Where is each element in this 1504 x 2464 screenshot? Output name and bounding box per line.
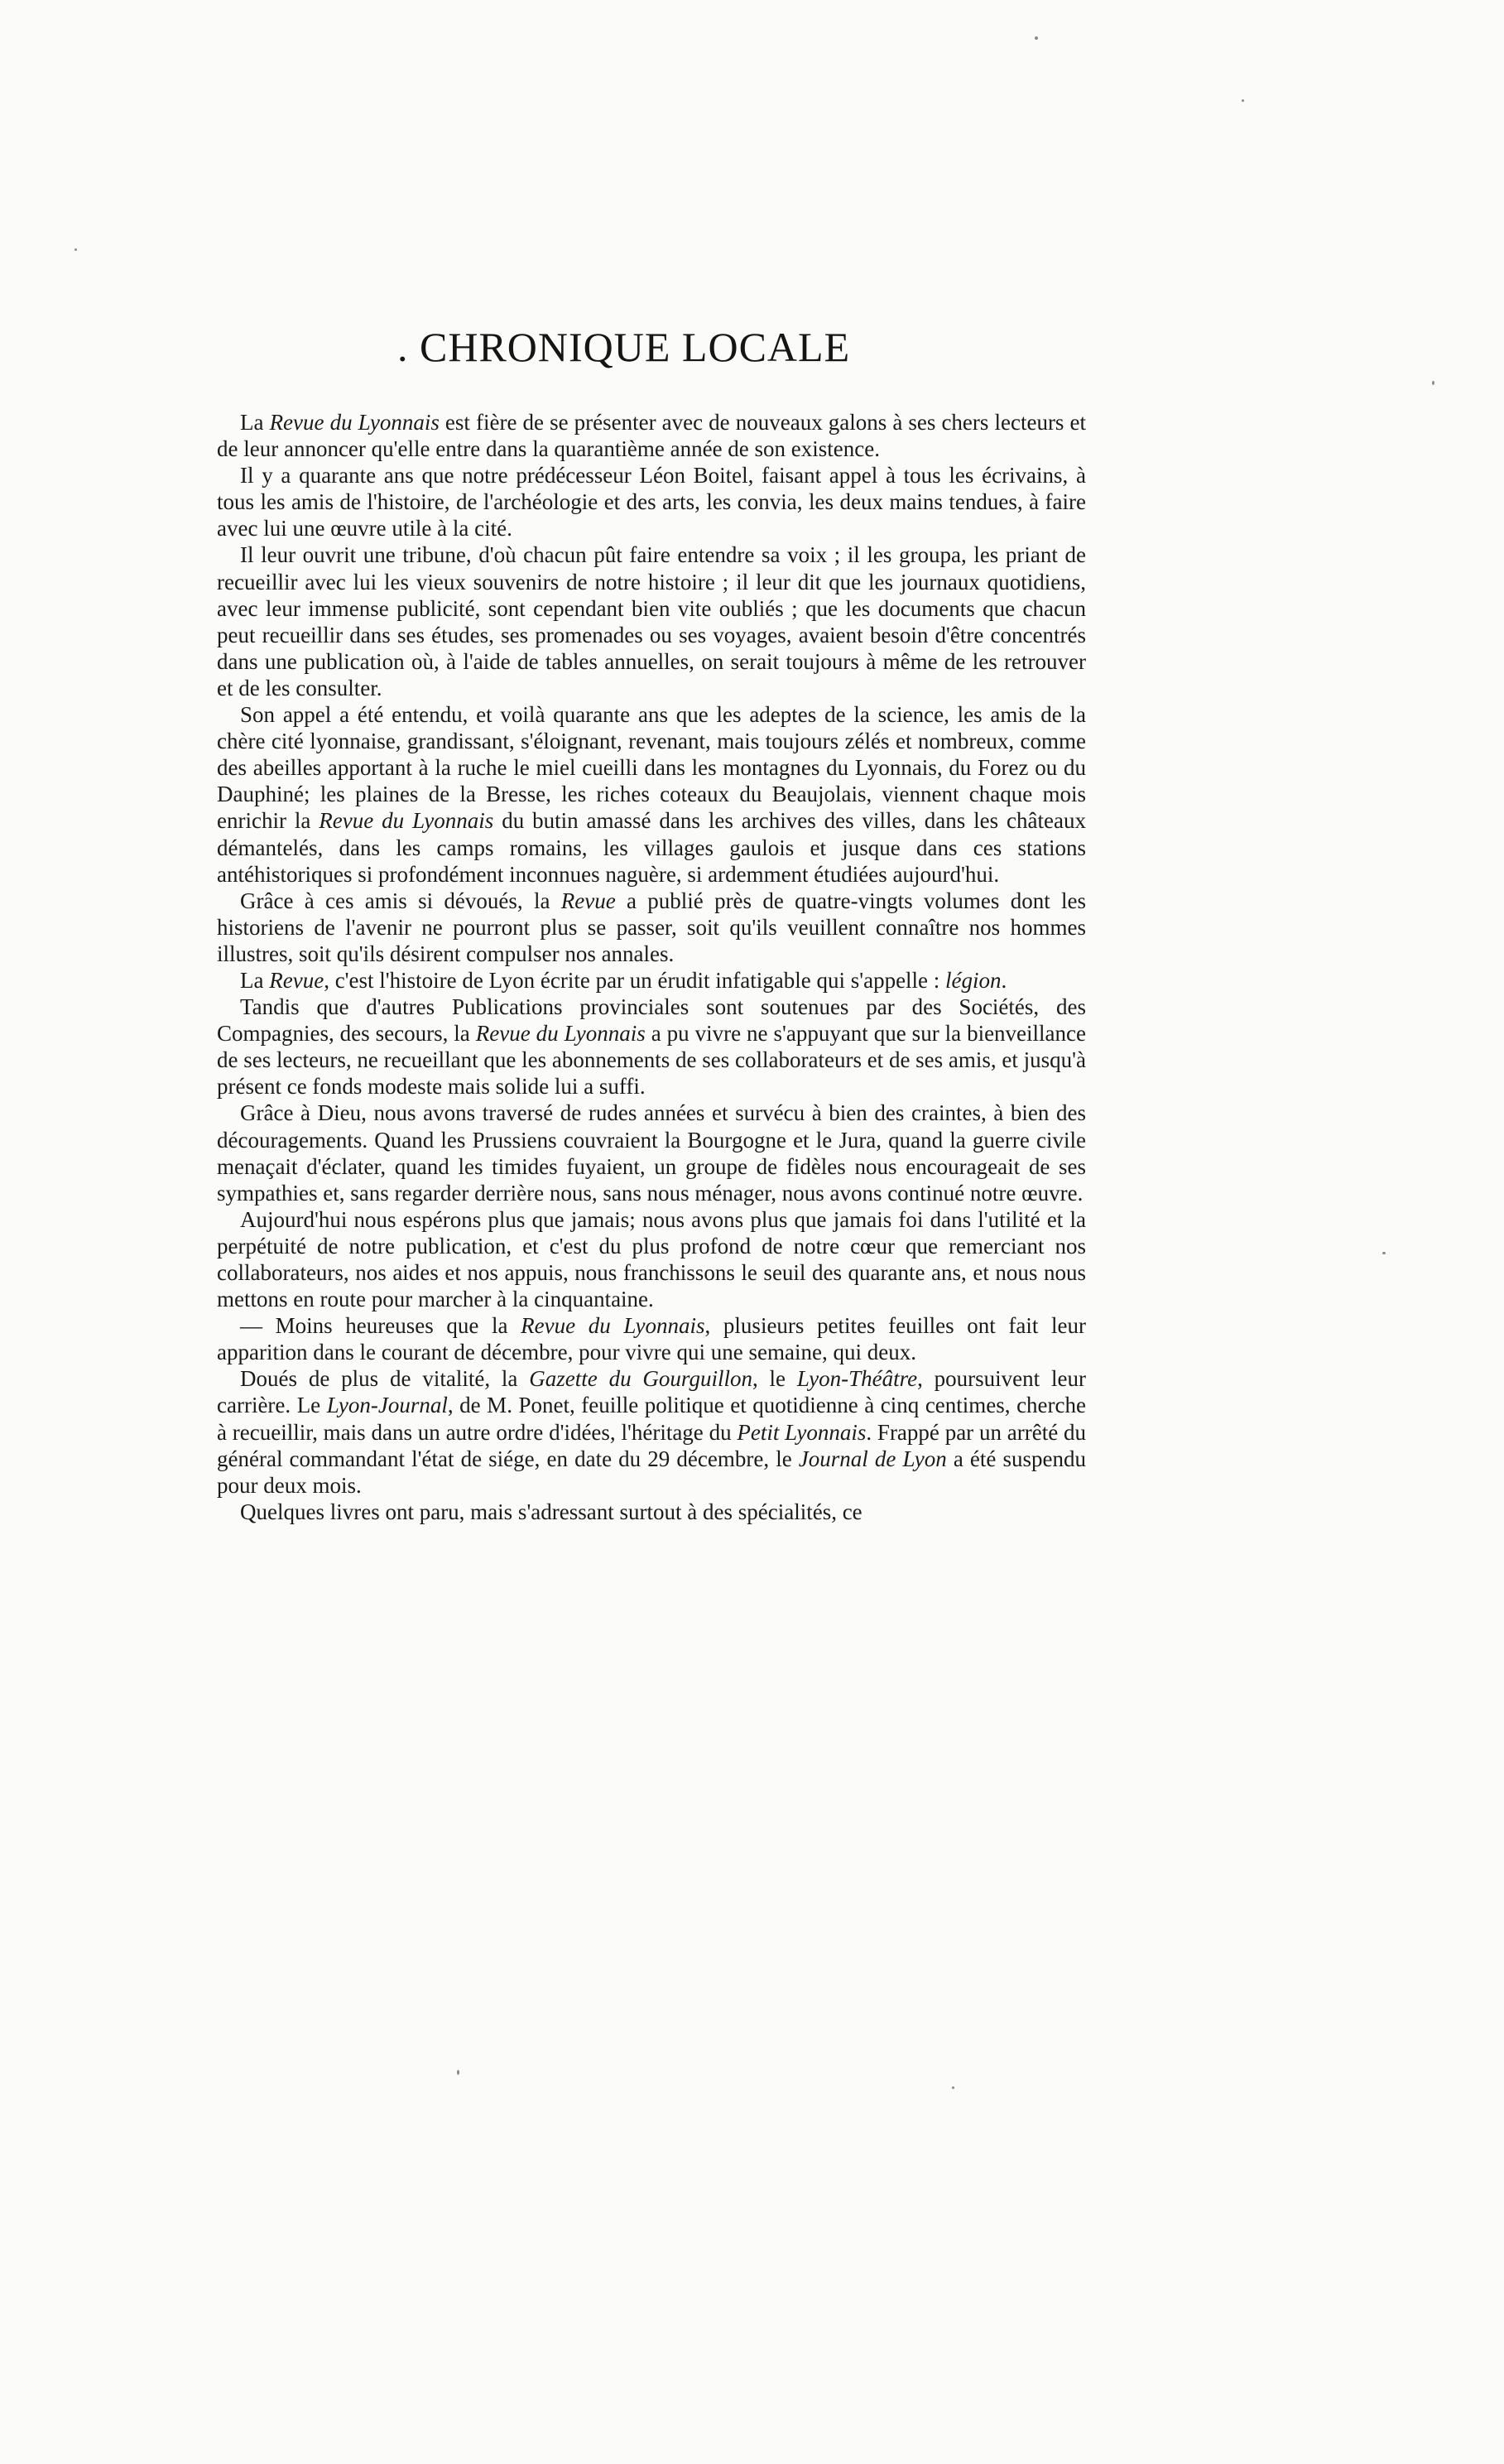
italic-run: Gazette du Gourguillon: [529, 1366, 752, 1392]
italic-run: Revue du Lyonnais: [269, 410, 440, 435]
text-run: , plusieurs petites feuilles ont fait leur apparition dans le courant de décembre, pour vivre qui une semaine, qui deux.: [217, 1313, 1086, 1365]
italic-run: Revue du Lyonnais: [475, 1021, 646, 1047]
italic-run: Revue: [269, 967, 324, 993]
scan-speck: [1242, 99, 1244, 102]
scan-speck: [74, 248, 77, 251]
italic-run: légion: [945, 967, 1002, 993]
paragraph: [217, 462, 1086, 541]
paragraph: [217, 888, 1086, 967]
text-run: Doués de plus de vitalité, la: [240, 1366, 530, 1392]
text-run: , c'est l'histoire de Lyon écrite par un érudit infatigable qui s'appelle :: [324, 967, 946, 993]
italic-run: Journal de Lyon: [798, 1446, 947, 1471]
italic-run: Revue du Lyonnais: [319, 808, 494, 834]
text-run: Son appel a été entendu, et voilà quarante ans que les adeptes de la science, les amis de la chère cité lyonnaise, grandissant, s'éloignant, revenant, mais toujours zélés et nombreux, comme des abeilles apportant à la ruche le miel cueilli dans les montagnes du Lyonnais, du Forez ou du Dauphiné; les plaines de la Bresse, les riches coteaux du Beaujolais, viennent chaque mois enrichir la: [217, 702, 1086, 834]
text-run: . Frappé par un arrêté du général commandant l'état de siége, en date du 29 décembre, le: [217, 1419, 1086, 1471]
text-run: Aujourd'hui nous espérons plus que jamais; nous avons plus que jamais foi dans l'utilité et la perpétuité de notre publication, et c'est du plus profond de notre cœur que remerciant nos collaborateurs, nos aides et nos appuis, nous franchissons le seuil des quarante ans, et nous nous mettons en route pour marcher à la cinquantaine.: [217, 1206, 1086, 1312]
text-run: a été suspendu pour deux mois.: [217, 1446, 1086, 1498]
text-run: , le: [752, 1366, 797, 1392]
text-run: , de M. Ponet, feuille politique et quotidienne à cinq centimes, cherche à recueillir, mais dans un autre ordre d'idées, l'héritage du: [217, 1393, 1086, 1445]
scan-speck: [1035, 36, 1038, 40]
text-run: La: [240, 967, 270, 993]
text-run: Il leur ouvrit une tribune, d'où chacun pût faire entendre sa voix ; il les groupa, les priant de recueillir avec lui les vieux souvenirs de notre histoire ; il leur dit que les journaux quotidiens, avec leur immense publicité, sont cependant bien vite oubliés ; que les documents que chacun peut recueillir dans ses études, ses promenades ou ses voyages, avaient besoin d'être concentrés dans une publication où, à l'aide de tables annuelles, on serait toujours à même de les retrouver et de les consulter.: [217, 542, 1086, 700]
scan-speck: [1432, 381, 1434, 385]
italic-run: Revue: [560, 888, 616, 913]
article-body: [217, 409, 1086, 1525]
text-run: La: [240, 410, 270, 435]
page-title: . CHRONIQUE LOCALE: [397, 324, 851, 370]
text-run: du butin amassé dans les archives des villes, dans les châteaux démantelés, dans les camps romains, les villages gaulois et jusque dans ces stations antéhistoriques si profondément inconnues naguère, si ardemment étudiées aujourd'hui.: [217, 808, 1086, 887]
paragraph: [217, 1206, 1086, 1312]
text-run: Grâce à Dieu, nous avons traversé de rudes années et survécu à bien des craintes, à bien des découragements. Quand les Prussiens couvraient la Bourgogne et le Jura, quand la guerre civile menaçait d'éclater, quand les timides fuyaient, un groupe de fidèles nous encourageait de ses sympathies et, sans regarder derrière nous, sans nous ménager, nous avons continué notre œuvre.: [217, 1100, 1086, 1206]
scan-speck: [457, 2070, 459, 2075]
italic-run: Lyon-Théâtre: [796, 1366, 918, 1392]
paragraph: [217, 994, 1086, 1100]
text-run: .: [1001, 967, 1007, 993]
text-run: Tandis que d'autres Publications provinciales sont soutenues par des Sociétés, des Compagnies, des secours, la: [217, 994, 1086, 1047]
paragraph: [217, 1100, 1086, 1206]
text-run: est fière de se présenter avec de nouveaux galons à ses chers lecteurs et de leur annoncer qu'elle entre dans la quarantième année de son existence.: [217, 410, 1086, 462]
paragraph: [217, 1312, 1086, 1365]
text-run: Grâce à ces amis si dévoués, la: [240, 888, 561, 913]
text-run: , poursuivent leur carrière. Le: [217, 1366, 1086, 1418]
paragraph: [217, 1499, 1086, 1525]
paragraph: [217, 701, 1086, 888]
italic-run: Petit Lyonnais: [737, 1419, 867, 1445]
paragraph: [217, 967, 1086, 994]
text-run: — Moins heureuses que la: [240, 1313, 521, 1339]
scan-speck: [1382, 1252, 1386, 1254]
text-run: Il y a quarante ans que notre prédécesseur Léon Boitel, faisant appel à tous les écrivains, à tous les amis de l'histoire, de l'archéologie et des arts, les convia, les deux mains tendues, à faire avec lui une œuvre utile à la cité.: [217, 463, 1086, 541]
text-run: a pu vivre ne s'appuyant que sur la bienveillance de ses lecteurs, ne recueillant que les abonnements de ses collaborateurs et de ses amis, et jusqu'à présent ce fonds modeste mais solide lui a suffi.: [217, 1021, 1087, 1100]
italic-run: Revue du Lyonnais: [521, 1313, 705, 1339]
italic-run: Lyon-Journal: [326, 1393, 448, 1418]
scan-speck: [952, 2086, 954, 2089]
paragraph: [217, 1365, 1086, 1498]
paragraph: [217, 541, 1086, 701]
paragraph: [217, 409, 1086, 462]
text-run: Quelques livres ont paru, mais s'adressant surtout à des spécialités, ce: [240, 1499, 863, 1524]
text-run: a publié près de quatre-vingts volumes dont les historiens de l'avenir ne pourront plus se passer, soit qu'ils veuillent connaître nos hommes illustres, soit qu'ils désirent compulser nos annales.: [217, 888, 1086, 966]
